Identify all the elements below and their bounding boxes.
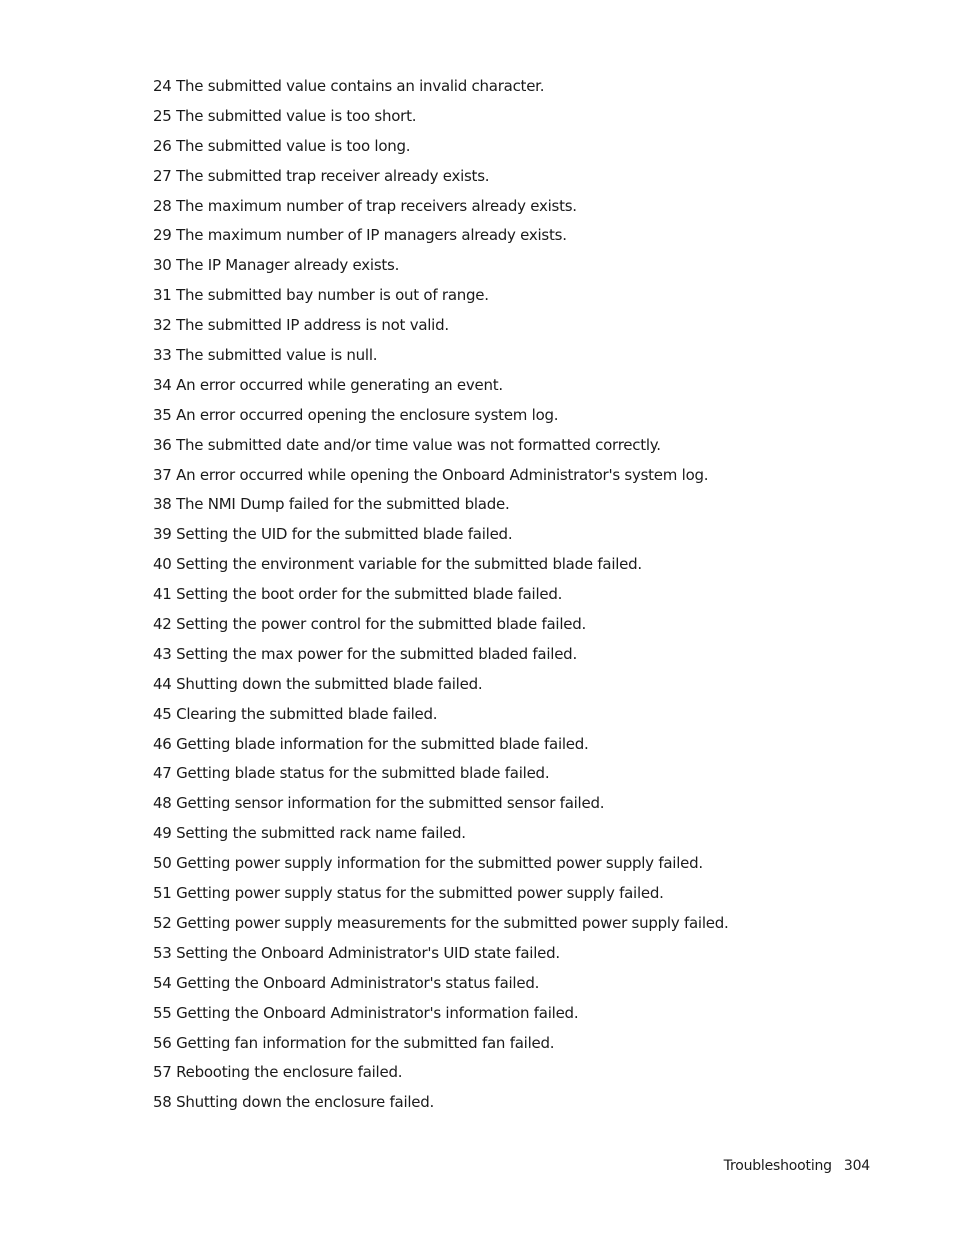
list-item: 25 The submitted value is too short. (153, 106, 417, 125)
list-item: 45 Clearing the submitted blade failed. (153, 704, 438, 723)
list-item: 26 The submitted value is too long. (153, 136, 411, 155)
list-item: 41 Setting the boot order for the submitted blade failed. (153, 585, 563, 604)
list-item: 39 Setting the UID for the submitted blade failed. (153, 525, 513, 544)
list-item: 52 Getting power supply measurements for the submitted power supply failed. (153, 913, 729, 932)
list-item: 49 Setting the submitted rack name failed. (153, 824, 466, 843)
list-item: 56 Getting fan information for the submitted fan failed. (153, 1033, 555, 1052)
list-item: 38 The NMI Dump failed for the submitted blade. (153, 495, 510, 514)
list-item: 44 Shutting down the submitted blade failed. (153, 674, 483, 693)
list-item: 57 Rebooting the enclosure failed. (153, 1063, 403, 1082)
footer-section-title: Troubleshooting (723, 1158, 832, 1174)
list-item: 31 The submitted bay number is out of range. (153, 286, 489, 305)
list-item: 32 The submitted IP address is not valid. (153, 316, 449, 335)
list-item: 46 Getting blade information for the submitted blade failed. (153, 734, 589, 753)
page-number: 304 (843, 1158, 870, 1174)
list-item: 43 Setting the max power for the submitted bladed failed. (153, 644, 577, 663)
list-item: 48 Getting sensor information for the submitted sensor failed. (153, 794, 605, 813)
list-item: 50 Getting power supply information for the submitted power supply failed. (153, 854, 703, 873)
list-item: 34 An error occurred while generating an event. (153, 375, 503, 394)
list-item: 33 The submitted value is null. (153, 346, 378, 365)
list-item: 47 Getting blade status for the submitted blade failed. (153, 764, 550, 783)
list-item: 54 Getting the Onboard Administrator's status failed. (153, 973, 540, 992)
list-item: 24 The submitted value contains an invalid character. (153, 77, 545, 95)
list-item: 27 The submitted trap receiver already exists. (153, 166, 490, 185)
list-item: 35 An error occurred opening the enclosure system log. (153, 405, 559, 424)
list-item: 37 An error occurred while opening the Onboard Administrator's system log. (153, 465, 709, 484)
list-item: 28 The maximum number of trap receivers already exists. (153, 196, 577, 215)
list-item: 30 The IP Manager already exists. (153, 256, 400, 275)
list-item: 51 Getting power supply status for the submitted power supply failed. (153, 884, 664, 903)
list-item: 42 Setting the power control for the submitted blade failed. (153, 615, 587, 634)
list-item: 55 Getting the Onboard Administrator's information failed. (153, 1003, 579, 1022)
error-code-list (153, 74, 729, 1120)
list-item: 58 Shutting down the enclosure failed. (153, 1093, 435, 1112)
list-item: 36 The submitted date and/or time value was not formatted correctly. (153, 435, 661, 454)
list-item: 40 Setting the environment variable for the submitted blade failed. (153, 555, 642, 574)
list-item: 29 The maximum number of IP managers already exists. (153, 226, 567, 245)
list-item: 53 Setting the Onboard Administrator's UID state failed. (153, 943, 560, 962)
page-footer (724, 1158, 870, 1174)
